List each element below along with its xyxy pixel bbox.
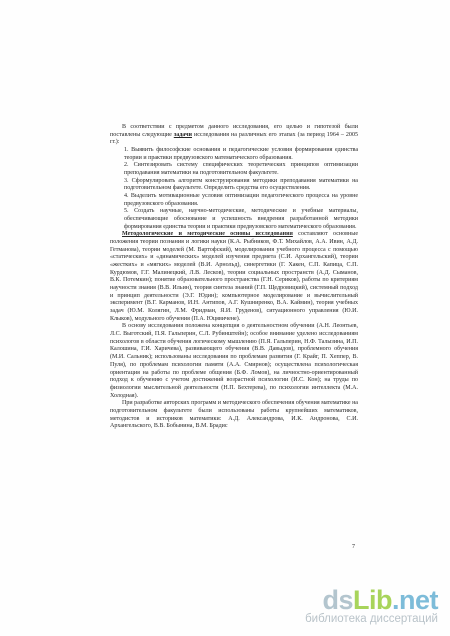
document-body	[110, 124, 358, 431]
task-4: 4. Выделить мотивационные условия оптимизации педагогического процесса на уровне предвузовского образования.	[124, 193, 358, 207]
paragraph-programs: При разработке авторских программ и методического обеспечения обучения математике на подготовительном факультете были использованы работы крупнейших математиков, методистов и историков математики: А.Д. Александрова, И.К. Андронова, С.И. Архангельского, В.В. Бобынина, В.М. Брадис	[110, 400, 358, 430]
dslib-logo: dsLib.net	[322, 585, 438, 615]
task-5: 5. Создать научные, научно-методические, методические и учебные материалы, обеспечивающие обоснование и успешность внедрения разработанной методики формирования единства теории и практики предвузовского математического образования.	[124, 208, 358, 230]
watermark-logo	[305, 587, 438, 626]
paragraph-methodology: Методологические и методические основы исследования составляют основные положения теории познания и логики науки (К.А. Рыбников, Ф.Т. Михайлов, А.А. Ивин, А.Д. Гетманова), теории моделей (М. Вартофский), моделирования учебного процесса с помощью «статических» и «динамических» моделей изучения предмета (С.И. Архангельский), теории «жестких» и «мягких» моделей (В.И. Арнольд), синергетики (Г. Хакен, С.П. Капица, С.П. Курдюмов, Г.Г. Малинецкий, Л.В. Лесков), теории социальных пространств (А.Д. Сыманов, В.К. Потемкин); понятие образовательного пространства (Г.Н. Сериков), работы по критериям научности знания (В.В. Ильин), теория синтеза знаний (Г.П. Щедровицкий), системный подход и принцип деятельности (Э.Г. Юдин); компьютерное моделирование и вычислительный эксперимент (В.Г. Карманов, И.Н. Антипов, А.Г. Кушниренко, В.А. Каймин), теория учебных задач (Ю.М. Колягин, Л.М. Фридман, Я.И. Груденов), ситуационного управления (Ю.И. Клыков), модульного обучения (П.А. Юцявичене).	[110, 231, 358, 322]
task-1: 1. Выявить философские основания и педагогические условия формирования единства теории и практики предвузовского математического образования.	[124, 147, 358, 161]
paragraph-intro: В соответствии с предметом данного исследования, его целью и гипотезой были поставлены следующие задачи исследования на различных его этапах (за период 1964 – 2005 гг.):	[110, 124, 358, 146]
task-2: 2. Синтезировать систему специфических теоретических принципов оптимизации преподавания математики на подготовительном факультете.	[124, 162, 358, 177]
page-number: 7	[352, 544, 355, 550]
task-3: 3. Сформулировать алгоритм конструирования методики преподавания математики на подготовительном факультете. Определить средства его осуществления.	[124, 177, 358, 192]
watermark-subtitle: библиотека диссертаций	[305, 613, 438, 625]
paragraph-concept: В основу исследования положена концепция о деятельностном обучении (А.Н. Леонтьев, Л.С. Выготский, П.Я. Гальперин, С.Л. Рубинштейн); особое внимание уделено исследованиям психологов в области обучения логическому мышлению (П.Я. Гальперин, Н.Ф. Талызина, И.П. Калошина, Г.И. Харичева), развивающего обучения (В.В. Давыдов), проблемного обучения (М.И. Сальник); использованы исследования по проблемам развития (Г. Крайг, П. Хеппер, В. Пуля), по проблемам психологии памяти (А.А. Смирнов); осуществлена психологическая ориентация на работы по проблеме общения (Б.Ф. Ломов), на личностно-ориентированный подход к обучению с учетом достижений возрастной психологии (И.С. Кон); на труды по физиологии мыслительной деятельности (Н.П. Бехтерева), по психологии интеллекта (М.А. Холодная).	[110, 323, 358, 399]
